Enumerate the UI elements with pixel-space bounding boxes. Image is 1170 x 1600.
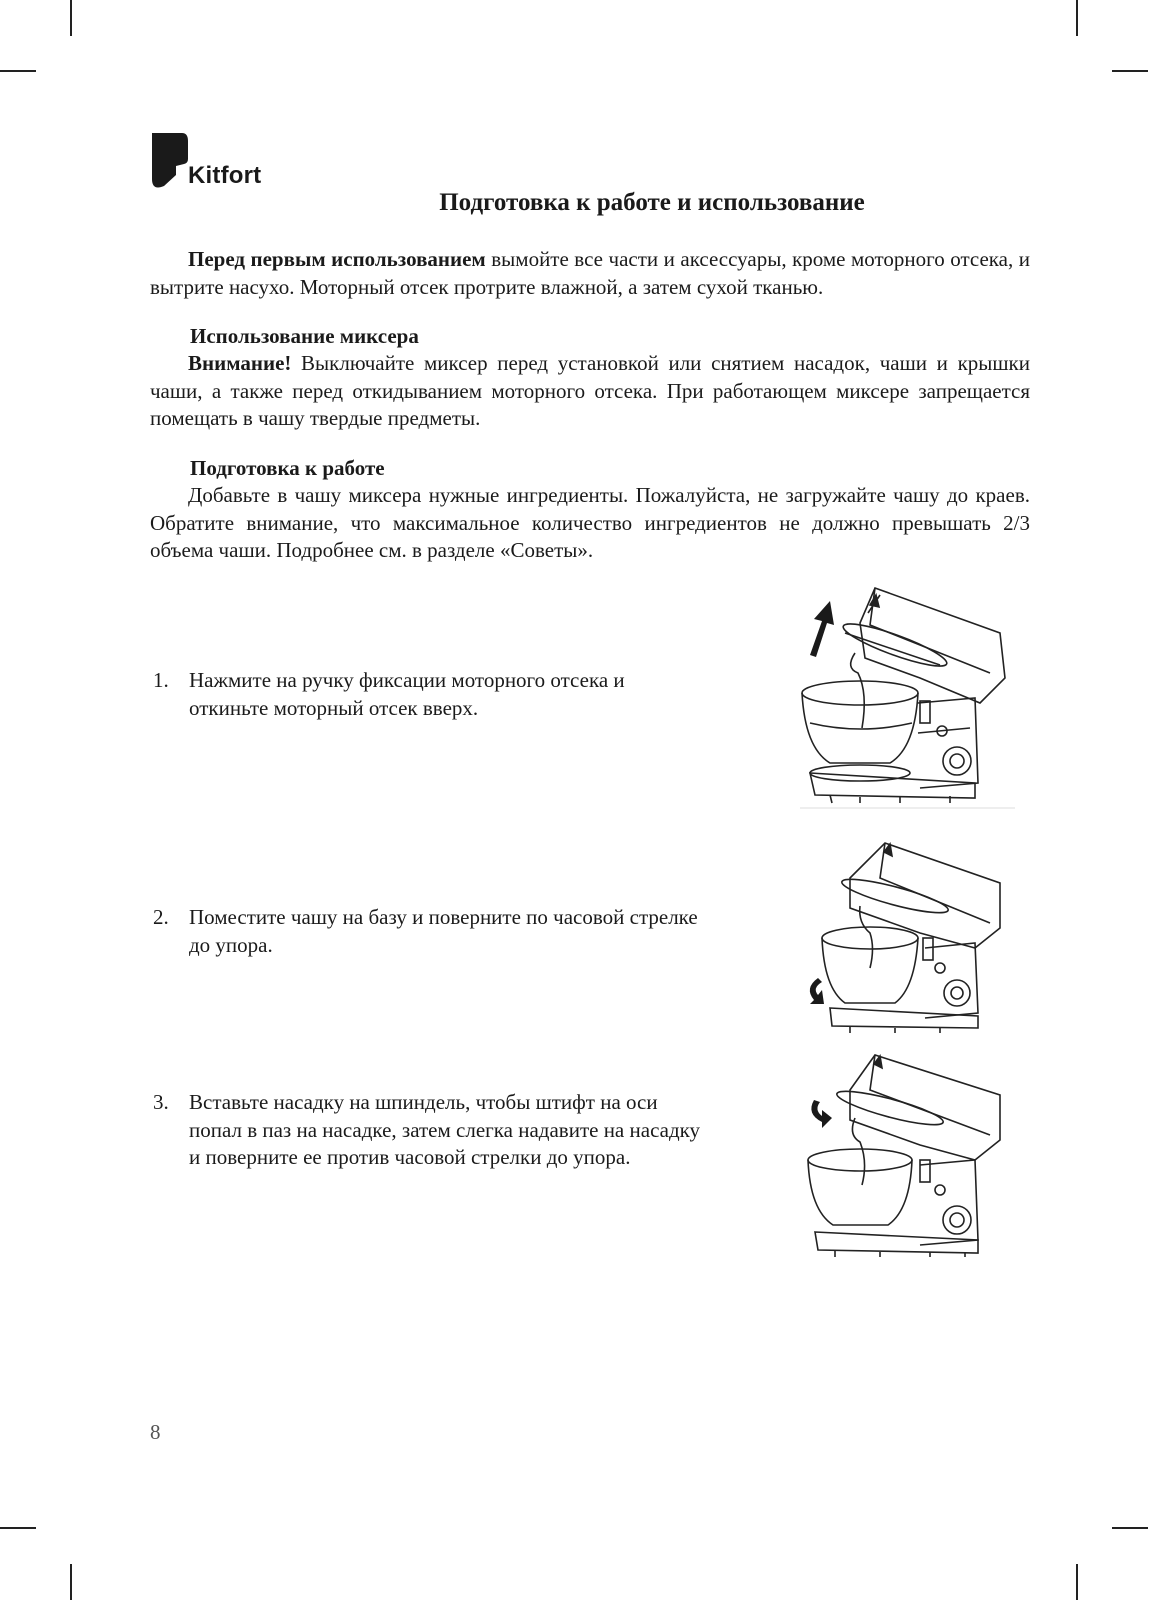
step-number: 2. [153, 905, 169, 929]
warning-paragraph [150, 350, 1030, 433]
crop-mark [1076, 1564, 1078, 1600]
arrow-up-icon [810, 601, 834, 657]
warning-text: Выключайте миксер перед установкой или снятием насадок, чаши и крышки чаши, а также перед откидыванием моторного отсека. При работающем миксере запрещается помещать в чашу твердые предметы. [150, 351, 1030, 430]
counterclockwise-arrow-icon [811, 1100, 832, 1128]
step-number: 1. [153, 668, 169, 692]
step-text-line: Поместите чашу на базу и поверните по часовой стрелке [189, 905, 698, 929]
crop-mark [70, 0, 72, 36]
step-text-line: Нажмите на ручку фиксации моторного отсека и [189, 668, 625, 692]
step-text-line: откиньте моторный отсек вверх. [189, 695, 479, 720]
preparation-paragraph [150, 482, 1030, 565]
page-title: Подготовка к работе и использование [439, 189, 865, 216]
crop-mark [70, 1564, 72, 1600]
crop-mark [1076, 0, 1078, 36]
step-number: 3. [153, 1090, 169, 1114]
brand-name: Kitfort [188, 162, 262, 189]
intro-bold: Перед первым использованием [188, 247, 486, 271]
warning-bold: Внимание! [188, 351, 292, 375]
crop-mark [0, 70, 36, 72]
preparation-heading: Подготовка к работе [190, 456, 385, 480]
step-text-line: до упора. [189, 932, 273, 957]
intro-text: вымойте все части и аксессуары, кроме моторного отсека, и вытрите насухо. Моторный отсек протрите влажной, а затем сухой тканью. [150, 247, 1030, 299]
mixer-use-heading: Использование миксера [190, 324, 419, 348]
mixer-illustration-bowl-placement [800, 838, 1015, 1038]
clockwise-arrow-icon [810, 978, 824, 1004]
step-text-line: и поверните ее против часовой стрелки до упора. [189, 1145, 631, 1169]
step-text-line: попал в паз на насадке, затем слегка надавите на насадку [189, 1117, 701, 1142]
mixer-illustration-attachment [800, 1050, 1015, 1270]
step-text-line: Вставьте насадку на шпиндель, чтобы штифт на оси [189, 1090, 658, 1114]
preparation-text: Добавьте в чашу миксера нужные ингредиенты. Пожалуйста, не загружайте чашу до краев. Обратите внимание, что максимальное количество ингредиентов не должно превышать 2/3 объема чаши. Подробнее см. в разделе «Советы». [150, 483, 1030, 562]
page-number: 8 [150, 1420, 161, 1444]
crop-mark [1112, 1527, 1148, 1529]
crop-mark [0, 1527, 36, 1529]
intro-paragraph [150, 246, 1030, 301]
mixer-illustration-tilted [800, 583, 1015, 813]
crop-mark [1112, 70, 1148, 72]
